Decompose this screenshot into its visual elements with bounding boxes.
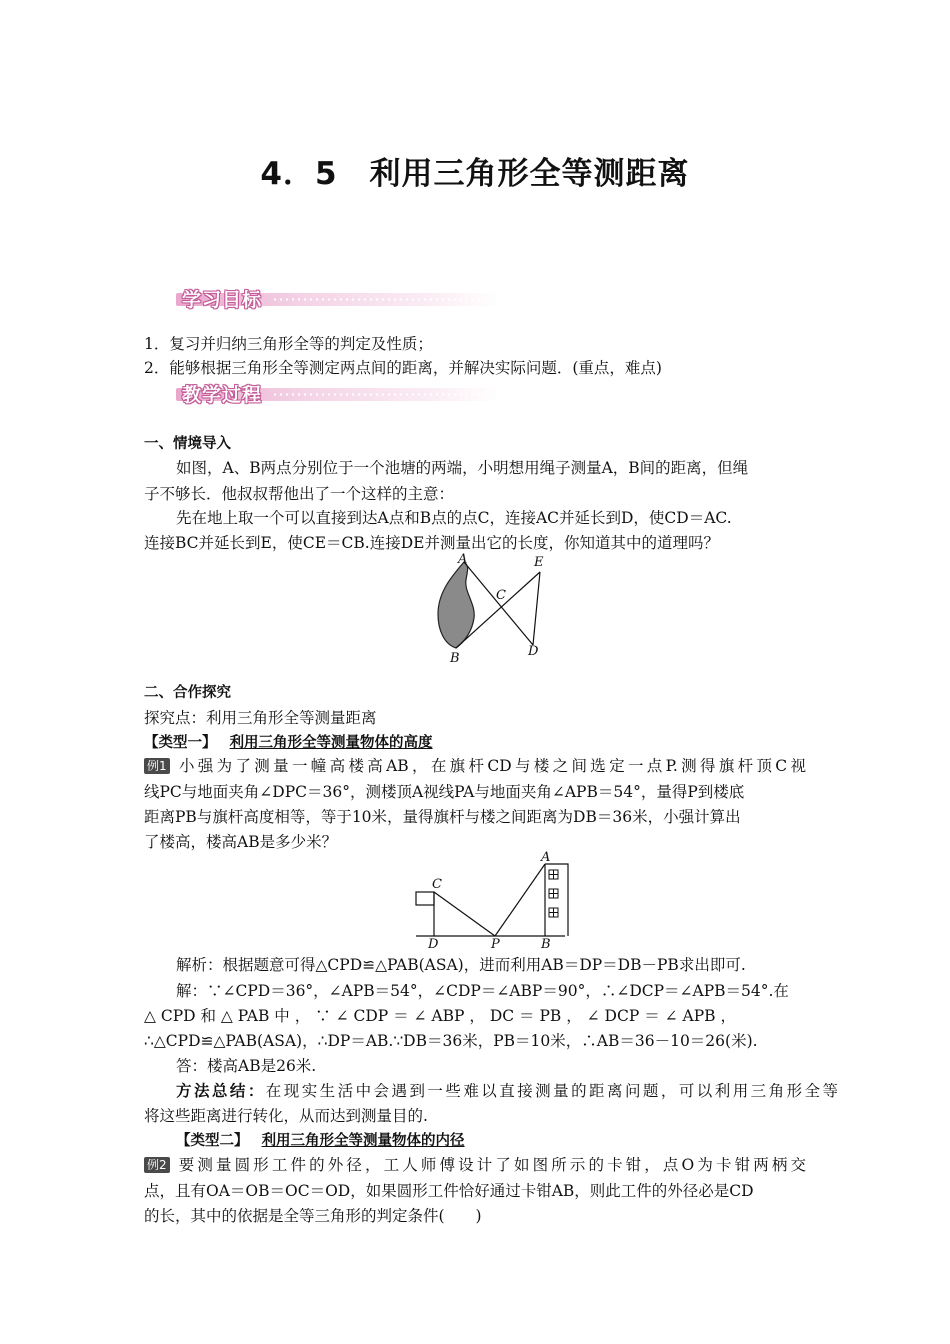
paragraph-line: 了楼高，楼高AB是多少米？ — [144, 833, 338, 851]
type1-tag: 【类型一】 — [144, 735, 217, 751]
summary-line: 将这些距离进行转化，从而达到测量目的. — [144, 1107, 428, 1125]
label-B: B — [450, 651, 460, 666]
process-banner — [176, 380, 500, 406]
goals-banner-label: 学习目标 — [182, 289, 263, 311]
section-heading: 二、合作探究 — [144, 685, 231, 701]
type2-tag: 【类型二】 — [176, 1133, 249, 1149]
answer-line: 答：楼高AB是26米. — [176, 1057, 317, 1075]
pond-figure — [430, 552, 550, 667]
solution-line: ∴△CPD≌△PAB(ASA)，∴DP＝AB.∵DB＝36米，PB＝10米，∴AB＝36－10＝26(米). — [144, 1032, 758, 1050]
type2-title: 利用三角形全等测量物体的内径 — [261, 1133, 465, 1149]
goal-item: 1．复习并归纳三角形全等的判定及性质； — [144, 335, 433, 353]
paragraph-line: 如图，A、B两点分别位于一个池塘的两端，小明想用绳子测量A，B间的距离，但绳 — [176, 459, 749, 477]
page-title: 4．5 利用三角形全等测距离 — [260, 156, 690, 192]
paragraph-line: 子不够长．他叔叔帮他出了一个这样的主意： — [144, 485, 455, 503]
summary-line: 方法总结：在现实生活中会遇到一些难以直接测量的距离问题，可以利用三角形全等 — [176, 1081, 838, 1100]
summary-label: 方法总结： — [176, 1081, 266, 1100]
type2-heading — [176, 1128, 838, 1154]
section-heading: 一、情境导入 — [144, 436, 231, 452]
segment-AD — [464, 562, 533, 645]
label-D: D — [528, 644, 539, 659]
paragraph-line: 例1 小强为了测量一幢高楼高AB，在旗杆CD与楼之间选定一点P.测得旗杆顶C视 — [144, 753, 806, 779]
paragraph-line: 先在地上取一个可以直接到达A点和B点的点C，连接AC并延长到D，使CD＝AC. — [176, 509, 732, 527]
label-D: D — [428, 937, 439, 950]
paragraph-line: 线PC与地面夹角∠DPC＝36°，测楼顶A视线PA与地面夹角∠APB＝54°，量得P到楼底 — [144, 783, 745, 801]
label-A: A — [458, 552, 468, 567]
process-banner-label: 教学过程 — [182, 384, 263, 406]
paragraph-line: 距离PB与旗杆高度相等，等于10米，量得旗杆与楼之间距离为DB＝36米，小强计算出 — [144, 808, 741, 826]
building-windows — [549, 870, 558, 917]
segment-DE — [533, 572, 540, 645]
goals-banner — [176, 285, 500, 311]
label-C: C — [432, 877, 442, 892]
goal-item: 2．能够根据三角形全等测定两点间的距离，并解决实际问题．(重点，难点) — [144, 359, 662, 377]
label-C: C — [496, 588, 506, 603]
building-figure — [410, 848, 585, 950]
paragraph-line: 连接BC并延长到E，使CE＝CB.连接DE并测量出它的长度，你知道其中的道理吗？ — [144, 534, 719, 552]
sightline-PA — [495, 864, 545, 936]
paragraph-line: 例2 要测量圆形工件的外径，工人师傅设计了如图所示的卡钳，点O为卡钳两柄交 — [144, 1152, 806, 1178]
type1-title: 利用三角形全等测量物体的高度 — [229, 735, 433, 751]
label-A: A — [541, 850, 551, 865]
paragraph-line: 的长，其中的依据是全等三角形的判定条件( ) — [144, 1207, 482, 1225]
label-P: P — [491, 937, 500, 950]
solution-line: 解：∵∠CPD＝36°，∠APB＝54°，∠CDP＝∠ABP＝90°，∴∠DCP＝∠APB＝54°.在 — [176, 982, 789, 1000]
sightline-PC — [434, 892, 495, 936]
explore-point: 探究点：利用三角形全等测量距离 — [144, 709, 377, 727]
paragraph-line: 点，且有OA＝OB＝OC＝OD，如果圆形工件恰好通过卡钳AB，则此工件的外径必是CD — [144, 1182, 754, 1200]
label-E: E — [534, 555, 544, 570]
example1-tag: 例1 — [144, 758, 170, 774]
example2-tag: 例2 — [144, 1157, 170, 1173]
solution-line: △ CPD 和 △ PAB 中 ， ∵ ∠ CDP ＝ ∠ ABP ， DC ＝ PB ， ∠ DCP ＝ ∠ APB ， — [144, 1007, 736, 1025]
pond-shape — [438, 562, 474, 648]
analysis-line: 解析：根据题意可得△CPD≌△PAB(ASA)，进而利用AB＝DP＝DB－PB求出即可. — [176, 956, 746, 974]
flag — [416, 892, 434, 905]
label-B: B — [541, 937, 551, 950]
